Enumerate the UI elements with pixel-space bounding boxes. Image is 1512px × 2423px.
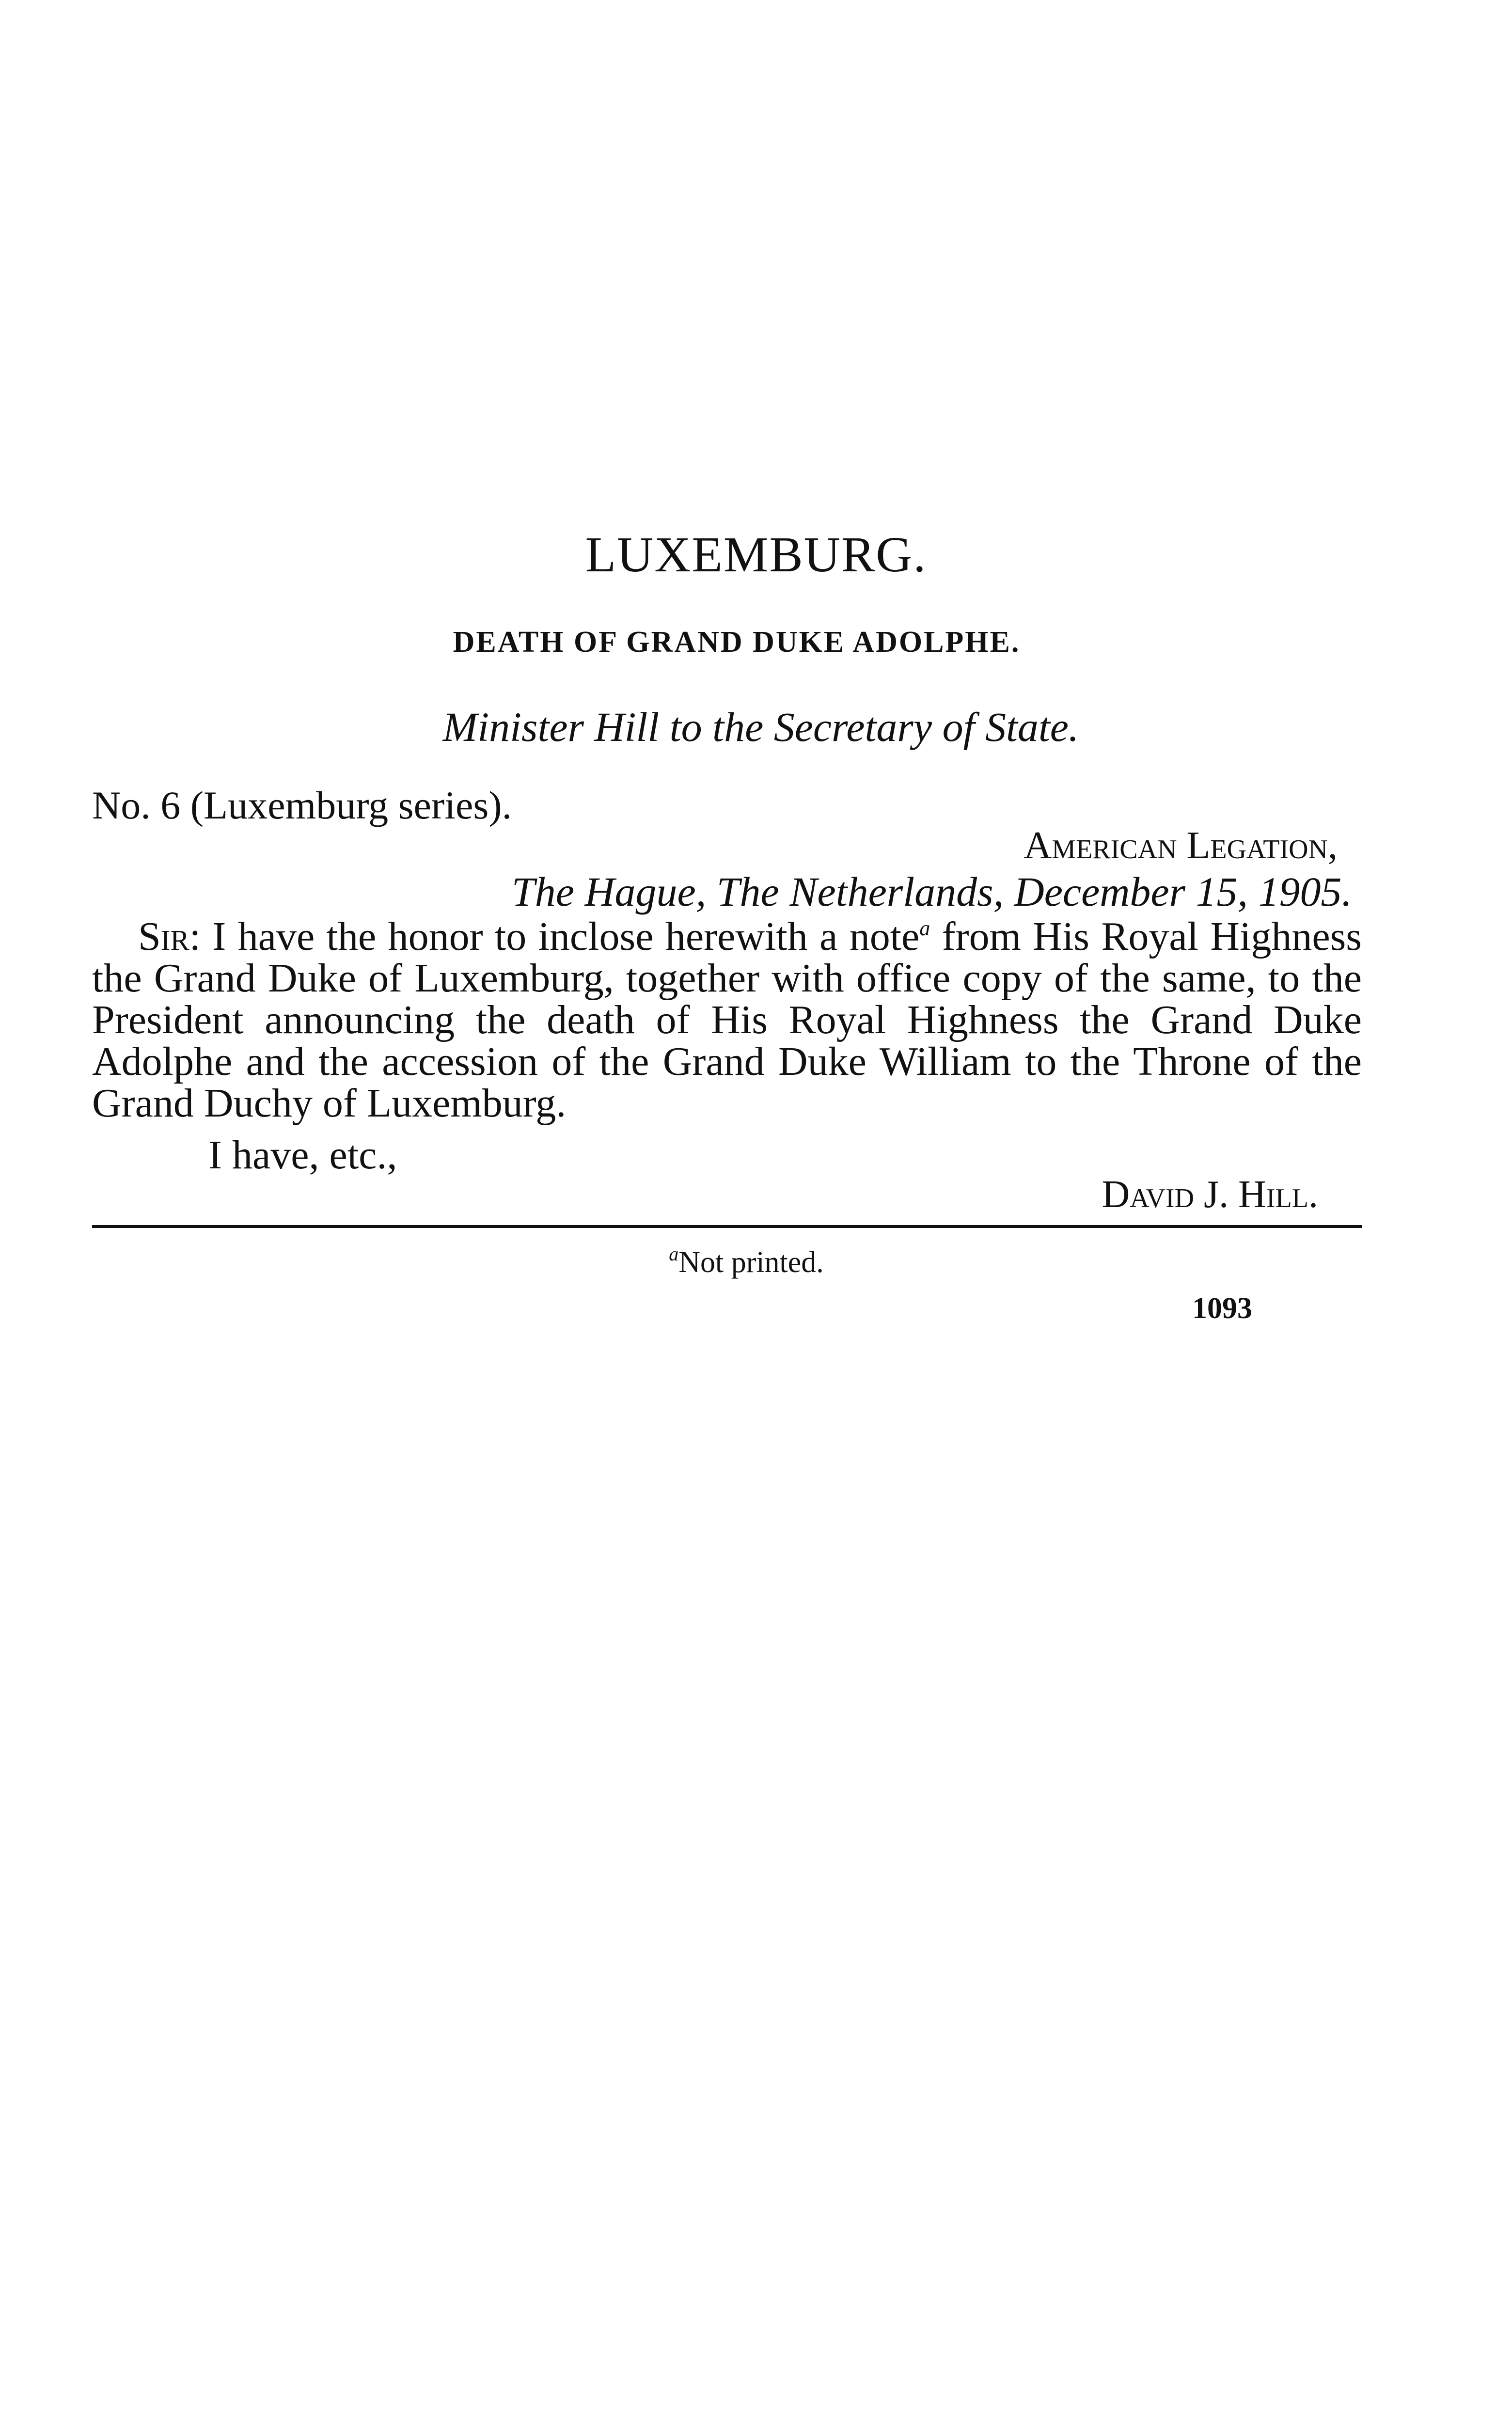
- letter-body: [92, 916, 1362, 1124]
- subject-heading: DEATH OF GRAND DUKE ADOLPHE.: [453, 626, 1021, 659]
- signature: David J. Hill.: [1102, 1173, 1318, 1216]
- footnote-marker-bottom: a: [669, 1243, 679, 1265]
- legation-line: American Legation,: [1024, 824, 1338, 867]
- footnote-marker: a: [919, 916, 930, 940]
- body-text-part-2: from His Royal Highness the Grand Duke of Luxemburg, together with office copy of the same, to the President announcing the death of His Royal Highness the Grand Duke Adolphe and the accession of the Grand Duke William to the Throne of the Grand Duchy of Luxemburg.: [92, 914, 1362, 1126]
- series-number: No. 6 (Luxemburg series).: [92, 783, 512, 827]
- footnote-divider: [92, 1225, 1362, 1228]
- country-title: LUXEMBURG.: [585, 527, 927, 582]
- correspondence-heading: Minister Hill to the Secretary of State.: [442, 704, 1079, 750]
- footnote: [92, 1245, 1362, 1280]
- place-date-line: The Hague, The Netherlands, December 15, 1905.: [511, 868, 1352, 915]
- closing-line: I have, etc.,: [208, 1133, 397, 1178]
- salutation: Sir: [138, 914, 189, 959]
- page-number: 1093: [1192, 1292, 1252, 1325]
- body-text-part-1: : I have the honor to inclose herewith a note: [189, 914, 920, 959]
- footnote-text: Not printed.: [678, 1246, 824, 1279]
